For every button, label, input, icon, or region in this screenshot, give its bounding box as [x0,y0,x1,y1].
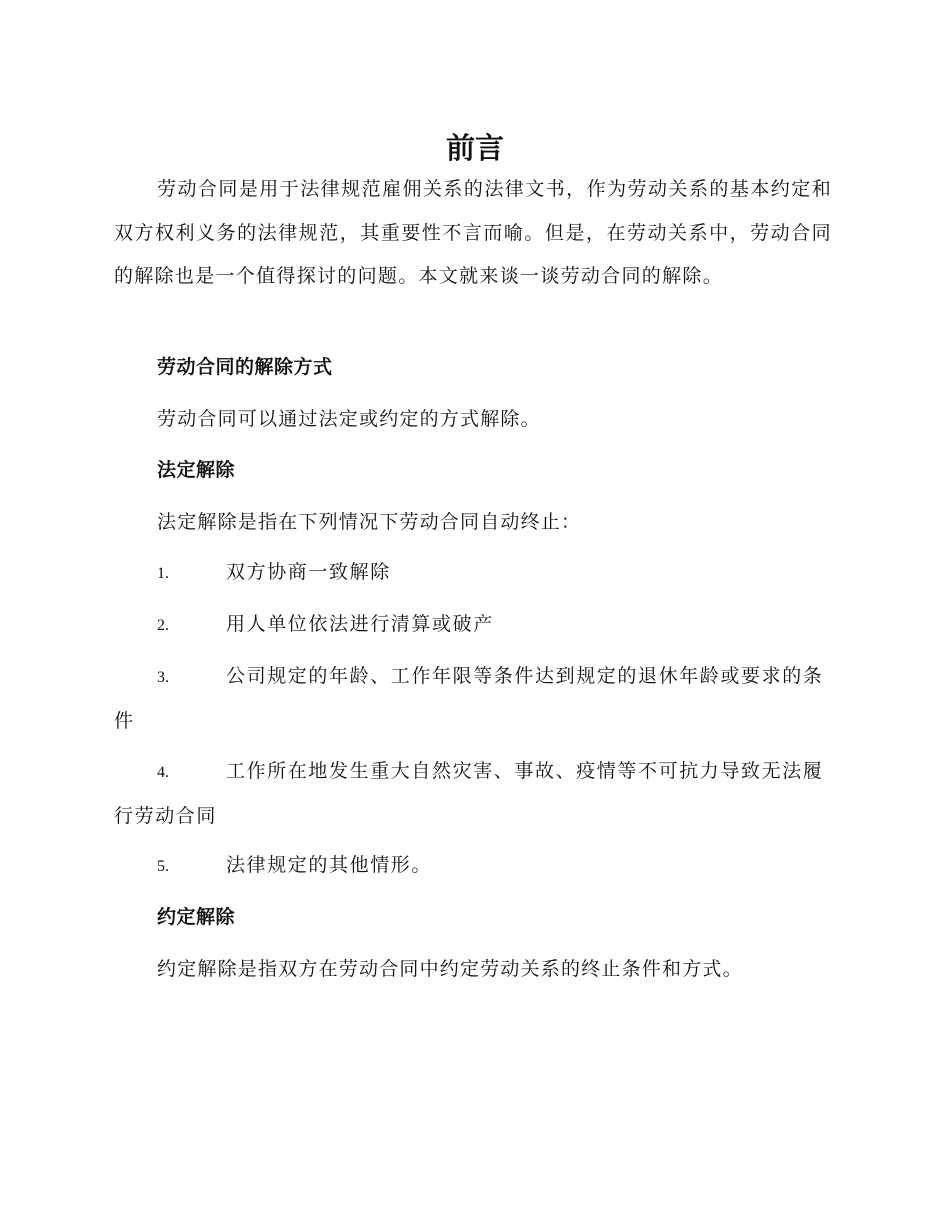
list-item-text: 法律规定的其他情形。 [226,854,433,876]
list-item-text: 公司规定的年龄、工作年限等条件达到规定的退休年龄或要求的条件 [114,665,824,732]
section-heading-agreed-termination: 约定解除 [157,906,236,928]
list-item [114,750,832,838]
agreed-termination-text: 约定解除是指双方在劳动合同中约定劳动关系的终止条件和方式。 [157,958,743,980]
document-title: 前言 [445,131,504,165]
section-heading-termination-methods: 劳动合同的解除方式 [157,356,333,378]
intro-paragraph: 劳动合同是用于法律规范雇佣关系的法律文书，作为劳动关系的基本约定和双方权利义务的法律规范，其重要性不言而喻。但是，在劳动关系中，劳动合同的解除也是一个值得探讨的问题。本文就来谈一谈劳动合同的解除。 [114,178,832,287]
statutory-termination-text: 法定解除是指在下列情况下劳动合同自动终止： [157,511,582,533]
section-heading-statutory-termination: 法定解除 [157,459,236,481]
list-item [114,551,832,596]
termination-methods-text: 劳动合同可以通过法定或约定的方式解除。 [157,408,541,430]
list-item [114,655,832,743]
list-item-text: 用人单位依法进行清算或破产 [226,613,494,635]
list-item-number: 5. [157,858,169,875]
list-item-number: 1. [157,565,169,582]
list-item [114,603,832,648]
list-item-text: 双方协商一致解除 [226,561,391,583]
list-item-number: 3. [157,669,169,686]
list-item-number: 2. [157,617,169,634]
list-item-number: 4. [157,764,169,781]
list-item-text: 工作所在地发生重大自然灾害、事故、疫情等不可抗力导致无法履行劳动合同 [114,760,824,827]
list-item [114,844,832,889]
